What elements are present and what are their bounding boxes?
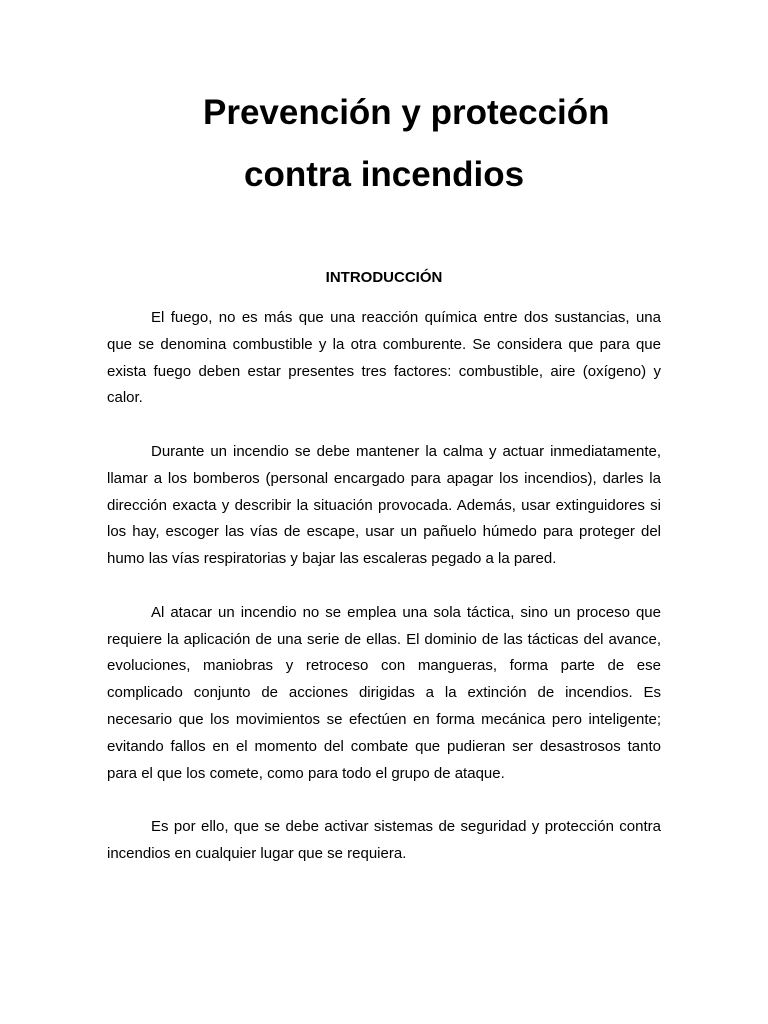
paragraph: Durante un incendio se debe mantener la calma y actuar inmediatamente, llamar a los bomberos (personal encargado para apagar los incendios), darles la dirección exacta y describir la situación provocada. Además, usar extinguidores si los hay, escoger las vías de escape, usar un pañuelo húmedo para proteger del humo las vías respiratorias y bajar las escaleras pegado a la pared. — [107, 442, 661, 568]
document-title-line-1: Prevención y protección — [203, 93, 610, 132]
document-body — [107, 305, 661, 895]
paragraph: Es por ello, que se debe activar sistemas de seguridad y protección contra incendios en cualquier lugar que se requiera. — [107, 818, 661, 862]
paragraph: El fuego, no es más que una reacción química entre dos sustancias, una que se denomina combustible y la otra comburente. Se considera que para que exista fuego deben estar presentes tres factores: combustible, aire (oxígeno) y calor. — [107, 309, 661, 407]
paragraph: Al atacar un incendio no se emplea una sola táctica, sino un proceso que requiere la aplicación de una serie de ellas. El dominio de las tácticas del avance, evoluciones, maniobras y retroceso con mangueras, forma parte de ese complicado conjunto de acciones dirigidas a la extinción de incendios. Es necesario que los movimientos se efectúen en forma mecánica pero inteligente; evitando fallos en el momento del combate que pudieran ser desastrosos tanto para el que los comete, como para todo el grupo de ataque. — [107, 603, 661, 782]
section-heading: INTRODUCCIÓN — [325, 269, 443, 286]
document-title-line-2: contra incendios — [244, 155, 525, 194]
